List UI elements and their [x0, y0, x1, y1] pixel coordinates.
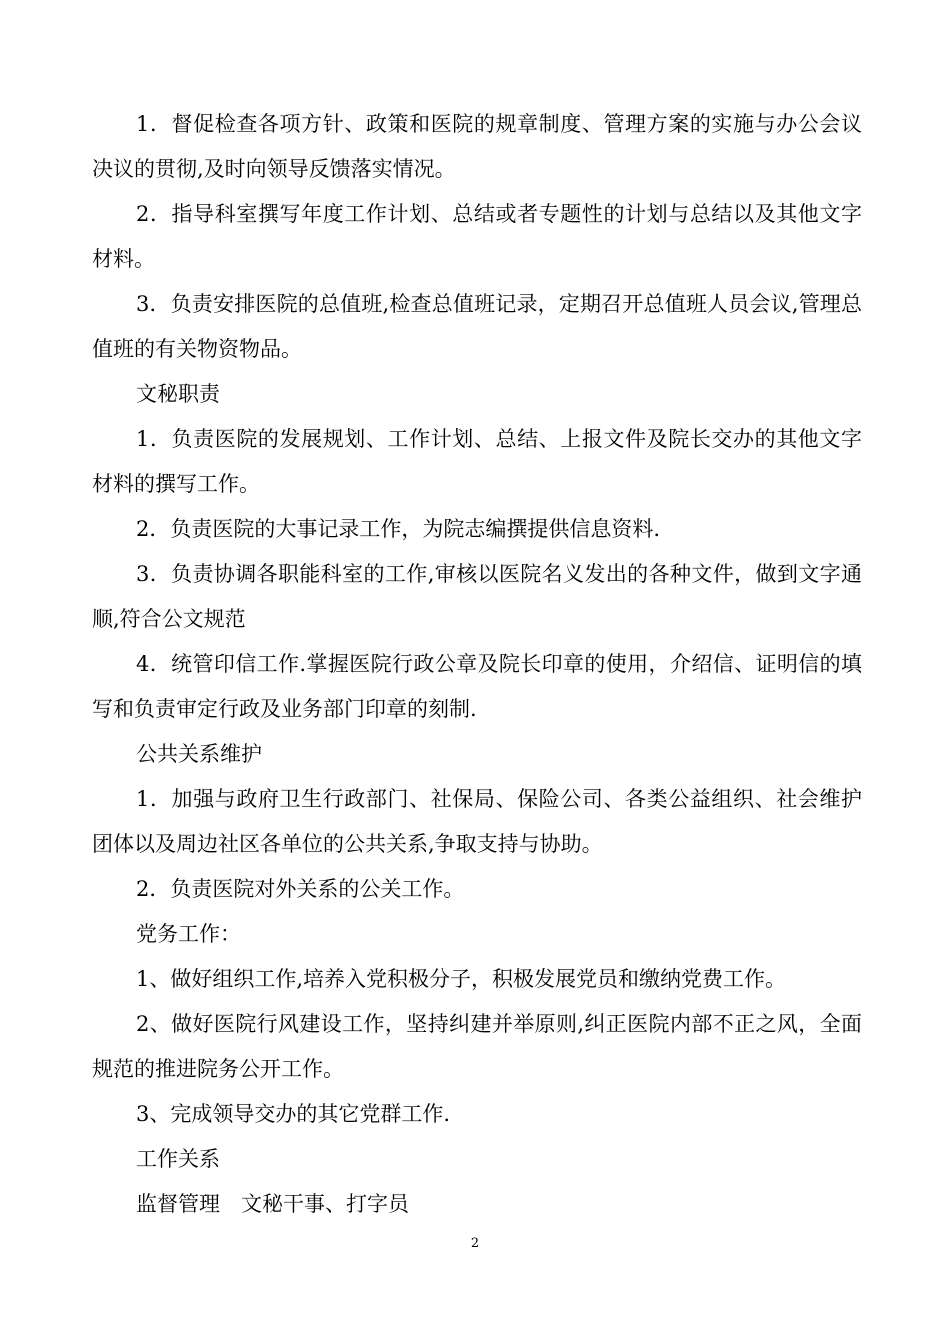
- paragraph: 2．负责医院的大事记录工作，为院志编撰提供信息资料.: [136, 517, 661, 541]
- paragraph: 2．指导科室撰写年度工作计划、总结或者专题性的计划与总结以及其他文字材料。: [92, 202, 862, 271]
- paragraph: 3．负责协调各职能科室的工作,审核以医院名义发出的各种文件，做到文字通顺,符合公文规范: [92, 562, 862, 631]
- paragraph: 2．负责医院对外关系的公关工作。: [136, 877, 465, 901]
- paragraph: 1．督促检查各项方针、政策和医院的规章制度、管理方案的实施与办公会议决议的贯彻,及时向领导反馈落实情况。: [92, 112, 862, 181]
- paragraph: 4．统管印信工作.掌握医院行政公章及院长印章的使用，介绍信、证明信的填写和负责审定行政及业务部门印章的刻制.: [92, 652, 862, 721]
- section-heading: 公共关系维护: [136, 742, 262, 766]
- paragraph: 1．负责医院的发展规划、工作计划、总结、上报文件及院长交办的其他文字材料的撰写工作。: [92, 427, 862, 496]
- paragraph: 3、完成领导交办的其它党群工作.: [136, 1102, 451, 1126]
- page-number: 2: [470, 1236, 480, 1251]
- section-heading: 文秘职责: [136, 382, 220, 406]
- section-heading: 党务工作：: [136, 922, 241, 946]
- paragraph: 3．负责安排医院的总值班,检查总值班记录，定期召开总值班人员会议,管理总值班的有关物资物品。: [92, 292, 862, 361]
- paragraph: 1、做好组织工作,培养入党积极分子，积极发展党员和缴纳党费工作。: [136, 967, 787, 991]
- section-heading: 监督管理 文秘干事、打字员: [136, 1192, 409, 1216]
- paragraph: 2、做好医院行风建设工作，坚持纠建并举原则,纠正医院内部不正之风，全面规范的推进院务公开工作。: [92, 1012, 862, 1081]
- section-heading: 工作关系: [136, 1147, 220, 1171]
- document-body: [92, 102, 862, 1227]
- paragraph: 1．加强与政府卫生行政部门、社保局、保险公司、各类公益组织、社会维护团体以及周边社区各单位的公共关系,争取支持与协助。: [92, 787, 862, 856]
